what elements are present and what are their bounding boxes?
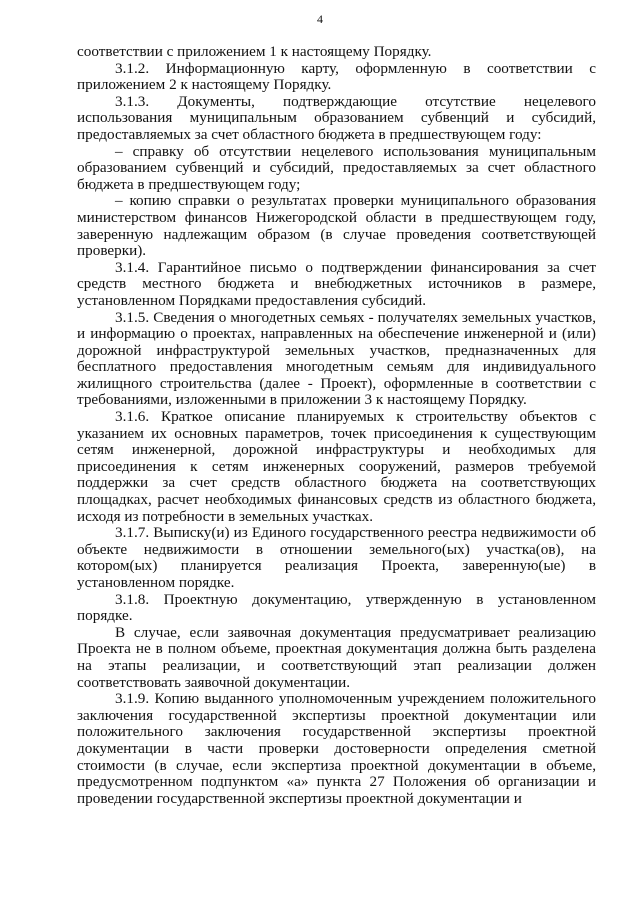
paragraph-3-1-3: 3.1.3. Документы, подтверждающие отсутствие нецелевого использования муниципальным образованием субвенций и субсидий, предоставляемых за счет областного бюджета в предшествующем году: — [77, 92, 596, 143]
paragraph-3-1-6: 3.1.6. Краткое описание планируемых к строительству объектов с указанием их основных параметров, точек присоединения к существующим сетям инженерной, дорожной инфраструктуры и необходимых для присоединения к сетям инженерных сооружений, размеров требуемой поддержки за счет средств областного бюджета на соответствующих площадках, расчет необходимых финансовых средств из областного бюджета, исходя из потребности в земельных участках. — [77, 408, 596, 525]
paragraph-3-1-5: 3.1.5. Сведения о многодетных семьях - получателях земельных участков, и информацию о проектах, направленных на обеспечение инженерной и (или) дорожной инфраструктурой земельных участков, предназначенных для бесплатного предоставления многодетным семьям для индивидуального жилищного строительства (далее - Проект), оформленные в соответствии с требованиями, изложенными в приложении 3 к настоящему Порядку. — [77, 308, 596, 409]
list-item-audit-copy: – копию справки о результатах проверки муниципального образования министерством финансов Нижегородской области в предшествующем году, заверенную надлежащим образом (в случае проведения соответствующей проверки). — [77, 192, 596, 260]
paragraph-3-1-4: 3.1.4. Гарантийное письмо о подтверждении финансирования за счет средств местного бюджета и внебюджетных источников в размере, установленном Порядками предоставления субсидий. — [77, 258, 596, 309]
list-item-certificate: – справку об отсутствии нецелевого использования муниципальным образованием субвенций и субсидий, предоставляемых за счет областного бюджета в предшествующем году; — [77, 142, 596, 193]
paragraph-3-1-7: 3.1.7. Выписку(и) из Единого государственного реестра недвижимости об объекте недвижимости в отношении земельного(ых) участка(ов), на котором(ых) планируется реализация Проекта, заверенную(ые) в установленном порядке. — [77, 524, 596, 591]
paragraph-3-1-9: 3.1.9. Копию выданного уполномоченным учреждением положительного заключения государственной экспертизы проектной документации или положительного заключения государственной экспертизы проектной документации в части проверки достоверности определения сметной стоимости (в случае, если экспертиза проектной документации в объеме, предусмотренном подпунктом «а» пункта 27 Положения об организации и проведении государственной экспертизы проектной документации и — [77, 690, 596, 807]
page-number: 4 — [317, 12, 323, 26]
paragraph-continuation: соответствии с приложением 1 к настоящему Порядку. — [77, 43, 432, 60]
paragraph-partial-scope: В случае, если заявочная документация предусматривает реализацию Проекта не в полном объеме, проектная документация должна быть разделена на этапы реализации, и соответствующий этап реализации должен соответствовать заявочной документации. — [77, 623, 596, 691]
document-body — [77, 44, 596, 807]
paragraph-3-1-2: 3.1.2. Информационную карту, оформленную в соответствии с приложением 2 к настоящему Порядку. — [77, 59, 596, 94]
paragraph-3-1-8: 3.1.8. Проектную документацию, утвержденную в установленном порядке. — [77, 590, 596, 625]
